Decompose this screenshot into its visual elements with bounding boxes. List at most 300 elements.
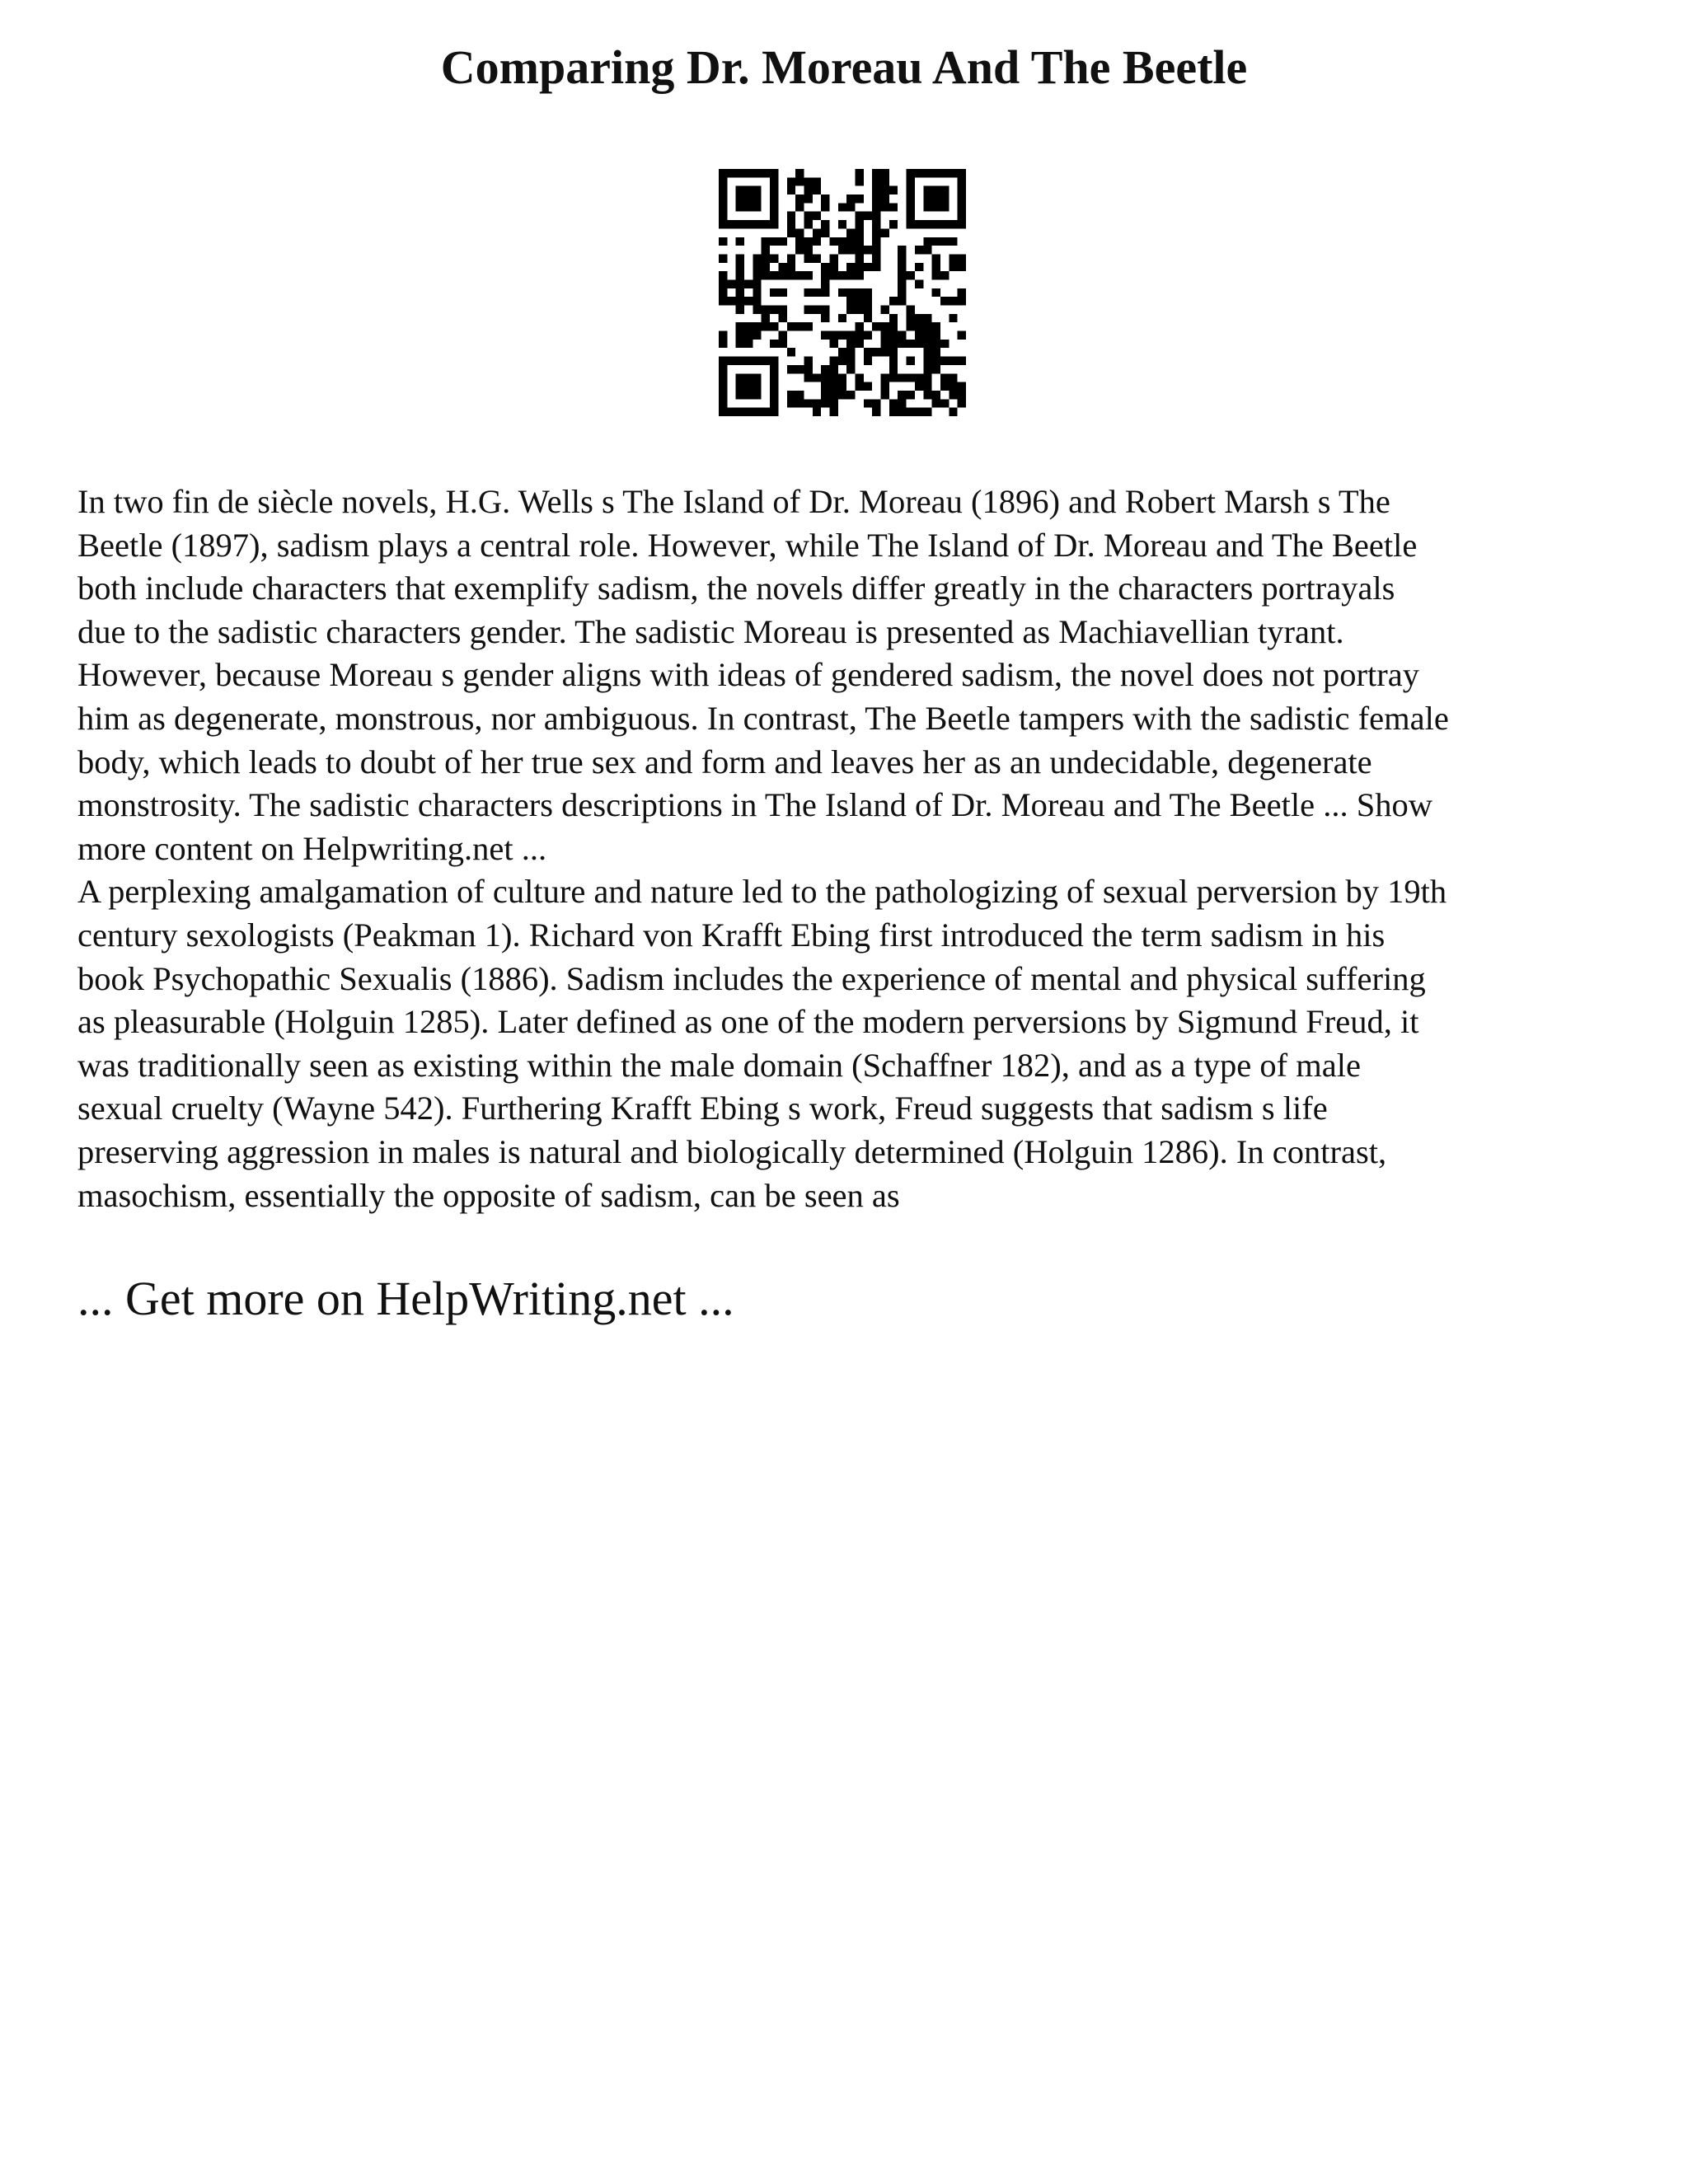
qr-module <box>719 373 727 382</box>
qr-module <box>846 331 855 340</box>
qr-module <box>915 220 923 228</box>
qr-module <box>770 177 778 185</box>
qr-module <box>907 322 915 330</box>
qr-module <box>795 322 804 330</box>
paragraph2-line: preserving aggression in males is natural and biologically determined (Holguin 1286). In contrast, <box>77 1132 1387 1170</box>
qr-module <box>958 297 966 305</box>
qr-module <box>719 382 727 391</box>
qr-module <box>787 271 795 279</box>
qr-module <box>719 169 727 177</box>
qr-module <box>949 297 957 305</box>
qr-module <box>795 391 804 399</box>
qr-module <box>787 263 795 271</box>
document-title: Comparing Dr. Moreau And The Beetle <box>440 40 1248 94</box>
qr-module <box>813 254 821 262</box>
qr-module <box>864 331 872 340</box>
qr-module <box>778 271 786 279</box>
qr-module <box>829 237 837 246</box>
qr-module <box>872 203 880 211</box>
qr-module <box>932 340 940 348</box>
qr-module <box>838 348 846 356</box>
qr-module <box>770 237 778 246</box>
qr-module <box>923 391 931 399</box>
qr-module <box>719 177 727 185</box>
qr-module <box>856 306 864 314</box>
qr-module <box>864 399 872 407</box>
qr-module <box>932 365 940 373</box>
qr-module <box>907 212 915 220</box>
qr-module <box>736 331 744 340</box>
qr-module <box>949 169 957 177</box>
qr-module <box>727 357 735 365</box>
qr-module <box>778 237 786 246</box>
qr-module <box>864 348 872 356</box>
qr-module <box>762 237 770 246</box>
qr-module <box>804 288 812 297</box>
qr-module <box>856 263 864 271</box>
qr-module <box>753 186 761 194</box>
qr-module <box>813 228 821 237</box>
qr-module <box>770 220 778 228</box>
paragraph2-line: book Psychopathic Sexualis (1886). Sadism includes the experience of mental and physical suffering <box>77 959 1426 997</box>
qr-module <box>821 306 829 314</box>
qr-module <box>958 212 966 220</box>
qr-module <box>856 340 864 348</box>
qr-module <box>719 408 727 416</box>
qr-module <box>762 271 770 279</box>
qr-module <box>958 263 966 271</box>
qr-module <box>719 186 727 194</box>
qr-module <box>846 194 855 203</box>
qr-module <box>787 391 795 399</box>
qr-module <box>770 186 778 194</box>
qr-module <box>881 194 889 203</box>
qr-module <box>813 186 821 194</box>
qr-module <box>804 177 812 185</box>
qr-module <box>881 373 889 382</box>
qr-module <box>907 271 915 279</box>
qr-module <box>915 322 923 330</box>
qr-module <box>719 237 727 246</box>
qr-module <box>838 382 846 391</box>
qr-module <box>821 391 829 399</box>
qr-module <box>787 220 795 228</box>
qr-module <box>744 203 753 211</box>
qr-module <box>881 203 889 211</box>
qr-module <box>898 408 906 416</box>
qr-module <box>736 340 744 348</box>
qr-module <box>940 399 949 407</box>
qr-module <box>770 254 778 262</box>
qr-module <box>821 203 829 211</box>
qr-module <box>770 288 778 297</box>
qr-module <box>915 382 923 391</box>
qr-module <box>753 279 761 288</box>
qr-module <box>829 408 837 416</box>
qr-module <box>907 169 915 177</box>
qr-module <box>736 194 744 203</box>
qr-module <box>795 194 804 203</box>
qr-module <box>778 263 786 271</box>
qr-module <box>829 340 837 348</box>
qr-module <box>829 399 837 407</box>
paragraph1-line: monstrosity. The sadistic characters descriptions in The Island of Dr. Moreau and The Beetle ... Show <box>77 786 1433 824</box>
qr-module <box>744 297 753 305</box>
qr-module <box>804 399 812 407</box>
qr-module <box>770 203 778 211</box>
qr-module <box>795 177 804 185</box>
qr-module <box>753 357 761 365</box>
qr-module <box>770 391 778 399</box>
qr-module <box>889 220 898 228</box>
qr-module <box>753 331 761 340</box>
qr-module <box>727 220 735 228</box>
qr-module <box>958 177 966 185</box>
qr-module <box>778 314 786 322</box>
qr-module <box>907 220 915 228</box>
qr-module <box>838 357 846 365</box>
qr-module <box>829 271 837 279</box>
qr-module <box>907 357 915 365</box>
qr-module <box>949 314 957 322</box>
qr-module <box>719 279 727 288</box>
qr-module <box>958 357 966 365</box>
qr-module <box>872 220 880 228</box>
qr-module <box>958 288 966 297</box>
qr-module <box>923 186 931 194</box>
qr-module <box>829 263 837 271</box>
qr-module <box>889 322 898 330</box>
qr-module <box>804 194 812 203</box>
qr-module <box>770 271 778 279</box>
qr-module <box>915 331 923 340</box>
qr-module <box>736 254 744 262</box>
qr-module <box>940 373 949 382</box>
qr-module <box>821 314 829 322</box>
qr-module <box>872 194 880 203</box>
qr-module <box>846 263 855 271</box>
qr-module <box>787 365 795 373</box>
qr-module <box>736 391 744 399</box>
qr-module <box>795 203 804 211</box>
qr-module <box>872 169 880 177</box>
paragraph2-line: masochism, essentially the opposite of sadism, can be seen as <box>77 1176 900 1214</box>
qr-module <box>762 263 770 271</box>
qr-module <box>898 297 906 305</box>
qr-module <box>881 177 889 185</box>
qr-module <box>804 373 812 382</box>
qr-module <box>829 391 837 399</box>
qr-module <box>736 220 744 228</box>
get-more-link[interactable]: ... Get more on HelpWriting.net ... <box>77 1272 734 1325</box>
qr-module <box>736 279 744 288</box>
qr-module <box>872 246 880 254</box>
qr-module <box>744 382 753 391</box>
qr-module <box>864 212 872 220</box>
qr-module <box>949 382 957 391</box>
qr-module <box>719 391 727 399</box>
qr-module <box>813 237 821 246</box>
qr-module <box>940 357 949 365</box>
qr-module <box>949 237 957 246</box>
qr-module <box>872 408 880 416</box>
qr-module <box>727 279 735 288</box>
qr-module <box>770 340 778 348</box>
qr-module <box>949 220 957 228</box>
qr-module <box>753 373 761 382</box>
qr-module <box>813 288 821 297</box>
qr-module <box>898 263 906 271</box>
qr-module <box>932 357 940 365</box>
qr-module <box>762 357 770 365</box>
qr-module <box>889 186 898 194</box>
qr-module <box>787 212 795 220</box>
qr-module <box>838 271 846 279</box>
qr-module <box>907 203 915 211</box>
qr-module <box>770 373 778 382</box>
qr-module <box>804 271 812 279</box>
qr-module <box>770 169 778 177</box>
qr-module <box>821 373 829 382</box>
qr-module <box>915 340 923 348</box>
qr-module <box>736 169 744 177</box>
qr-module <box>753 306 761 314</box>
paragraph1-line: body, which leads to doubt of her true sex and form and leaves her as an undecidable, degenerate <box>77 743 1372 780</box>
qr-module <box>907 408 915 416</box>
qr-module <box>736 357 744 365</box>
qr-module <box>804 212 812 220</box>
qr-module <box>821 288 829 297</box>
qr-code-graphic <box>719 169 966 416</box>
qr-module <box>719 331 727 340</box>
qr-module <box>736 271 744 279</box>
qr-module <box>949 408 957 416</box>
qr-module <box>736 237 744 246</box>
qr-module <box>762 254 770 262</box>
qr-module <box>719 203 727 211</box>
qr-module <box>770 194 778 203</box>
qr-module <box>762 169 770 177</box>
qr-module <box>872 228 880 237</box>
qr-module <box>898 271 906 279</box>
qr-module <box>940 203 949 211</box>
qr-module <box>915 373 923 382</box>
qr-module <box>949 391 957 399</box>
qr-module <box>864 382 872 391</box>
qr-module <box>821 399 829 407</box>
qr-module <box>958 391 966 399</box>
qr-module <box>932 288 940 297</box>
qr-module <box>898 246 906 254</box>
qr-module <box>762 314 770 322</box>
qr-module <box>872 322 880 330</box>
qr-module <box>889 297 898 305</box>
qr-module <box>821 365 829 373</box>
qr-module <box>787 399 795 407</box>
qr-module <box>753 220 761 228</box>
qr-module <box>856 331 864 340</box>
qr-module <box>795 271 804 279</box>
qr-module <box>821 271 829 279</box>
qr-module <box>907 391 915 399</box>
qr-module <box>778 288 786 297</box>
qr-module <box>958 169 966 177</box>
qr-module <box>856 177 864 185</box>
qr-module <box>846 246 855 254</box>
qr-module <box>753 382 761 391</box>
qr-module <box>744 357 753 365</box>
qr-module <box>923 373 931 382</box>
qr-module <box>932 263 940 271</box>
qr-module <box>856 288 864 297</box>
qr-module <box>804 357 812 365</box>
qr-module <box>813 373 821 382</box>
qr-module <box>821 279 829 288</box>
paragraph1-line: more content on Helpwriting.net ... <box>77 829 547 867</box>
qr-module <box>829 331 837 340</box>
qr-module <box>719 254 727 262</box>
qr-module <box>915 169 923 177</box>
qr-module <box>770 408 778 416</box>
qr-module <box>804 237 812 246</box>
qr-module <box>762 306 770 314</box>
qr-module <box>838 331 846 340</box>
qr-module <box>719 399 727 407</box>
qr-module <box>889 340 898 348</box>
qr-module <box>856 254 864 262</box>
qr-module <box>856 228 864 237</box>
qr-module <box>804 220 812 228</box>
qr-module <box>889 331 898 340</box>
qr-module <box>864 246 872 254</box>
qr-module <box>838 288 846 297</box>
qr-module <box>813 306 821 314</box>
qr-module <box>770 382 778 391</box>
qr-module <box>856 382 864 391</box>
qr-module <box>958 194 966 203</box>
qr-module <box>856 212 864 220</box>
qr-module <box>804 322 812 330</box>
qr-module <box>753 271 761 279</box>
qr-module <box>907 194 915 203</box>
qr-module <box>762 322 770 330</box>
qr-module <box>881 228 889 237</box>
qr-module <box>923 348 931 356</box>
qr-module <box>829 382 837 391</box>
qr-module <box>898 279 906 288</box>
qr-module <box>744 169 753 177</box>
paragraph1-line: him as degenerate, monstrous, nor ambiguous. In contrast, The Beetle tampers with the sadistic female <box>77 699 1449 737</box>
qr-module <box>846 365 855 373</box>
qr-module <box>719 194 727 203</box>
qr-module <box>923 169 931 177</box>
qr-module <box>787 177 795 185</box>
qr-module <box>940 271 949 279</box>
qr-module <box>932 399 940 407</box>
qr-module <box>923 382 931 391</box>
article-body <box>77 480 1627 1217</box>
qr-module <box>856 246 864 254</box>
qr-module <box>958 399 966 407</box>
qr-module <box>907 340 915 348</box>
qr-module <box>736 186 744 194</box>
qr-module <box>778 331 786 340</box>
qr-module <box>949 357 957 365</box>
qr-module <box>804 246 812 254</box>
paragraph2-line: century sexologists (Peakman 1). Richard von Krafft Ebing first introduced the term sadism in his <box>77 916 1386 954</box>
qr-module <box>923 340 931 348</box>
qr-module <box>753 194 761 203</box>
qr-module <box>932 271 940 279</box>
qr-module <box>846 348 855 356</box>
qr-module <box>838 220 846 228</box>
qr-module <box>753 254 761 262</box>
qr-module <box>821 194 829 203</box>
qr-module <box>889 348 898 356</box>
qr-module <box>846 288 855 297</box>
qr-module <box>813 177 821 185</box>
qr-module <box>727 408 735 416</box>
qr-module <box>958 203 966 211</box>
qr-module <box>872 254 880 262</box>
qr-module <box>744 220 753 228</box>
qr-module <box>744 340 753 348</box>
qr-module <box>898 391 906 399</box>
qr-module <box>872 399 880 407</box>
qr-module <box>958 254 966 262</box>
qr-module <box>719 365 727 373</box>
qr-module <box>719 340 727 348</box>
qr-module <box>846 357 855 365</box>
qr-module <box>949 263 957 271</box>
qr-module <box>872 348 880 356</box>
qr-module <box>829 357 837 365</box>
qr-module <box>744 408 753 416</box>
qr-module <box>872 212 880 220</box>
qr-module <box>949 373 957 382</box>
qr-module <box>872 186 880 194</box>
qr-module <box>915 408 923 416</box>
paragraph1-line: However, because Moreau s gender aligns with ideas of gendered sadism, the novel does not portray <box>77 656 1420 694</box>
qr-module <box>846 306 855 314</box>
qr-module <box>940 186 949 194</box>
qr-module <box>762 408 770 416</box>
qr-module <box>881 340 889 348</box>
qr-module <box>881 169 889 177</box>
qr-module <box>719 288 727 297</box>
qr-module <box>923 314 931 322</box>
qr-module <box>838 391 846 399</box>
qr-module <box>753 322 761 330</box>
qr-module <box>753 408 761 416</box>
qr-module <box>898 331 906 340</box>
qr-module <box>846 203 855 211</box>
qr-module <box>821 220 829 228</box>
qr-module <box>744 391 753 399</box>
qr-module <box>949 254 957 262</box>
qr-module <box>787 322 795 330</box>
qr-module <box>838 237 846 246</box>
qr-module <box>795 228 804 237</box>
qr-module <box>923 246 931 254</box>
qr-module <box>940 169 949 177</box>
qr-module <box>932 220 940 228</box>
qr-module <box>736 203 744 211</box>
qr-module <box>915 314 923 322</box>
qr-module <box>753 203 761 211</box>
qr-module <box>744 373 753 382</box>
qr-module <box>753 297 761 305</box>
